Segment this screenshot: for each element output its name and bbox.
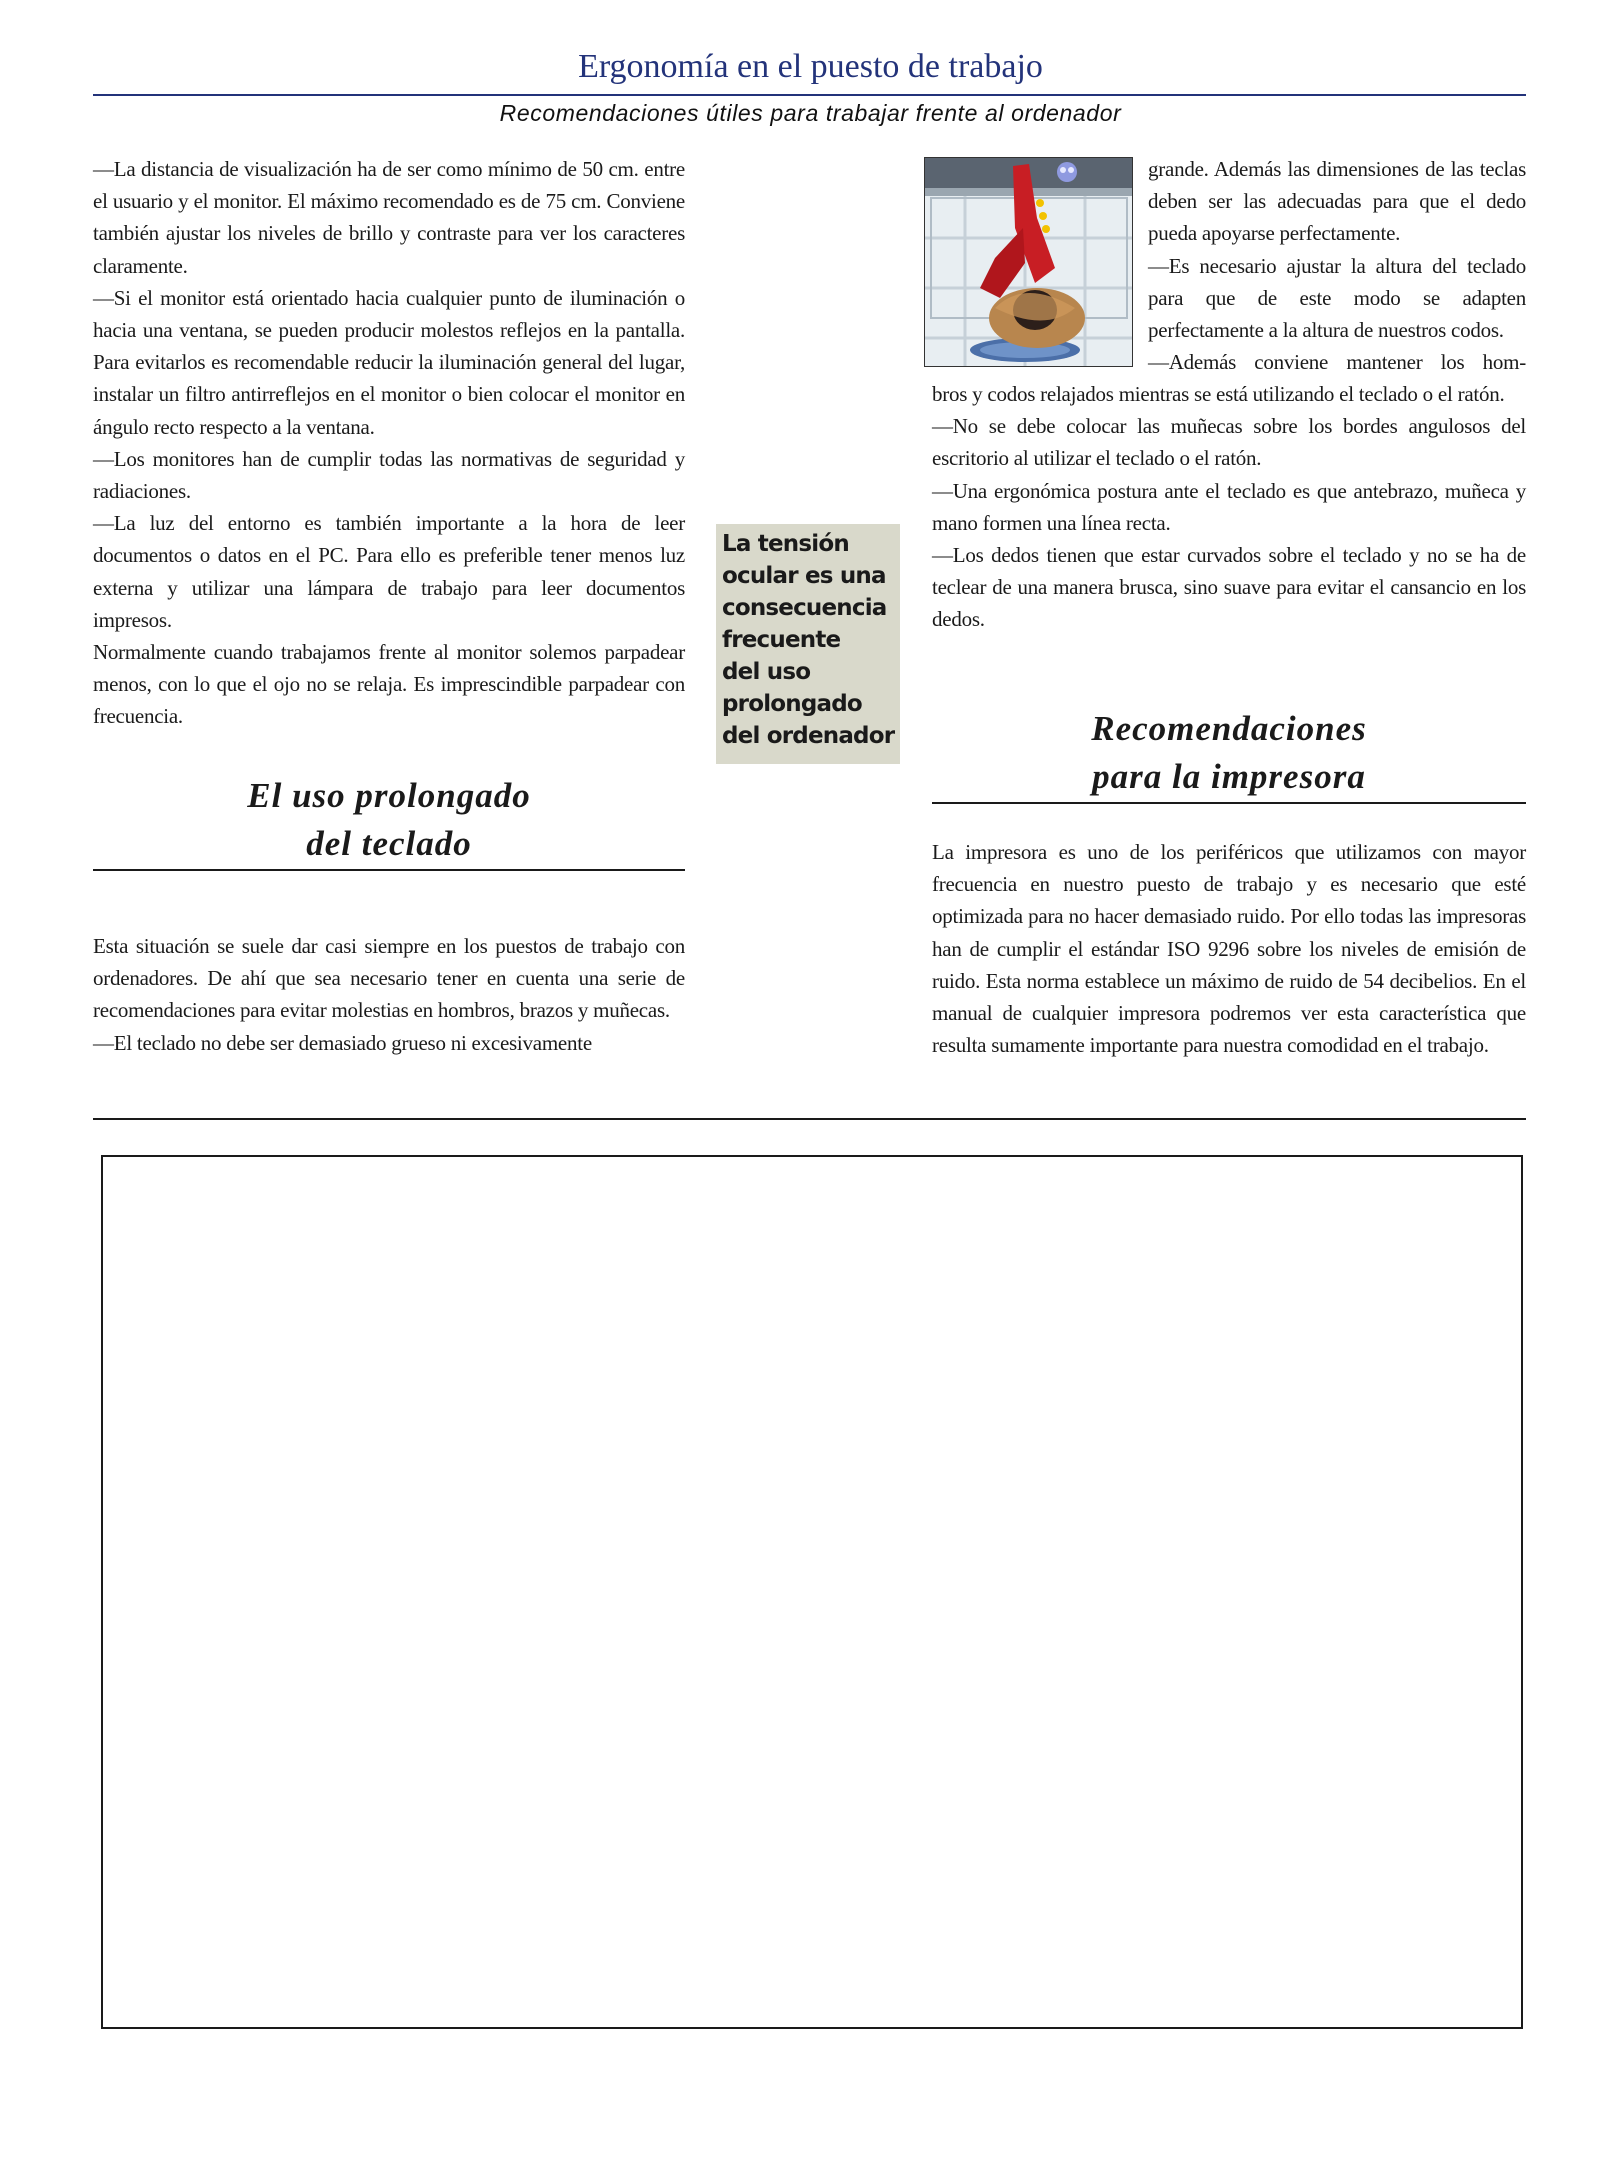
- pull-quote: [716, 524, 900, 764]
- paragraph: —La luz del entorno es también importante a la hora de leer documentos o datos en el PC. Para ello es preferible tener menos luz externa y utilizar una lámpara de trabajo para leer documentos impresos.: [93, 511, 685, 632]
- page-title: Ergonomía en el puesto de trabajo: [578, 48, 1043, 85]
- paragraph: —Los dedos tienen que estar curvados sobre el teclado y no se ha de teclear de una manera brusca, sino suave para evitar el cansancio en los dedos.: [932, 543, 1526, 632]
- pull-quote-line: del ordenador: [722, 723, 895, 749]
- printer-heading-rule: [932, 802, 1526, 804]
- header-divider: [93, 94, 1526, 96]
- heading-line: Recomendaciones: [1091, 709, 1367, 748]
- paragraph: —Es necesario ajustar la altura del teclado para que de este modo se adapten perfectamente a la altura de nuestros codos.: [1148, 253, 1526, 343]
- heading-line: del teclado: [306, 824, 472, 863]
- right-column-beside-figure: [1148, 153, 1526, 378]
- pull-quote-line: ocular es una: [722, 563, 886, 589]
- pull-quote-line: prolongado: [722, 691, 862, 717]
- paragraph: —Si el monitor está orientado hacia cualquier punto de iluminación o hacia una ventana, se pueden producir molestos reflejos en la pantalla. Para evitarlos es recomendable reducir la iluminación general del lugar, instalar un filtro antirreflejos en el monitor o bien colocar el monitor en ángulo recto respecto a la ventana.: [93, 285, 685, 439]
- pull-quote-line: frecuente: [722, 627, 841, 653]
- content-divider: [93, 1118, 1526, 1120]
- empty-frame: [101, 1155, 1523, 2029]
- paragraph: —Una ergonómica postura ante el teclado es que antebrazo, muñeca y mano formen una línea recta.: [932, 478, 1526, 535]
- page-subtitle: Recomendaciones útiles para trabajar frente al ordenador: [499, 100, 1122, 126]
- pull-quote-line: del uso: [722, 659, 811, 685]
- paragraph: —La distancia de visualización ha de ser como mínimo de 50 cm. entre el usuario y el monitor. El máximo recomendado es de 75 cm. Conviene también ajustar los niveles de brillo y contraste para ver los caracteres claramente.: [93, 157, 685, 278]
- paragraph: Esta situación se suele dar casi siempre en los puestos de trabajo con ordenadores. De ahí que sea necesario tener en cuenta una serie de recomendaciones para evitar molestias en hombros, brazos y muñecas.: [93, 934, 685, 1023]
- keyboard-heading-rule: [93, 869, 685, 871]
- paragraph: Normalmente cuando trabajamos frente al monitor solemos parpadear menos, con lo que el ojo no se relaja. Es imprescindible parpadear con frecuencia.: [93, 640, 685, 729]
- paragraph: —Los monitores han de cumplir todas las normativas de seguridad y radiaciones.: [93, 446, 685, 504]
- paragraph: La impresora es uno de los periféricos que utilizamos con mayor frecuencia en nuestro puesto de trabajo y es necesario que esté optimizada para no hacer demasiado ruido. Por ello todas las impresoras han de cumplir el estándar ISO 9296 sobre los niveles de emisión de ruido. Esta norma establece un máximo de ruido de 54 decibelios. En el manual de cualquier impresora podremos ver esta característica que resulta sumamente importante para nuestra comodidad en el trabajo.: [932, 840, 1526, 1058]
- typing-posture-illustration: [924, 157, 1133, 367]
- paragraph: —No se debe colocar las muñecas sobre los bordes angulosos del escritorio al utilizar el teclado o el ratón.: [932, 414, 1526, 471]
- paragraph: grande. Además las dimensiones de las teclas deben ser las adecuadas para que el dedo pueda apoyarse perfectamente.: [1148, 157, 1526, 246]
- pull-quote-line: consecuencia: [722, 595, 887, 621]
- printer-section-heading: [932, 705, 1526, 801]
- paragraph: bros y codos relajados mientras se está utilizando el teclado o el ratón.: [932, 382, 1505, 406]
- keyboard-section-heading: [93, 772, 685, 868]
- left-column: [93, 153, 685, 733]
- heading-line: para la impresora: [1092, 757, 1366, 796]
- illustration-svg: [925, 158, 1132, 366]
- paragraph: —El teclado no debe ser demasiado grueso ni excesivamente: [93, 1030, 592, 1055]
- heading-line: El uso prolongado: [247, 776, 531, 815]
- pull-quote-line: La tensión: [722, 531, 849, 557]
- printer-section-body: [932, 836, 1526, 1061]
- paragraph: —Además conviene mantener los hom-: [1148, 350, 1526, 375]
- right-column: [932, 378, 1526, 636]
- keyboard-section-body: [93, 930, 685, 1059]
